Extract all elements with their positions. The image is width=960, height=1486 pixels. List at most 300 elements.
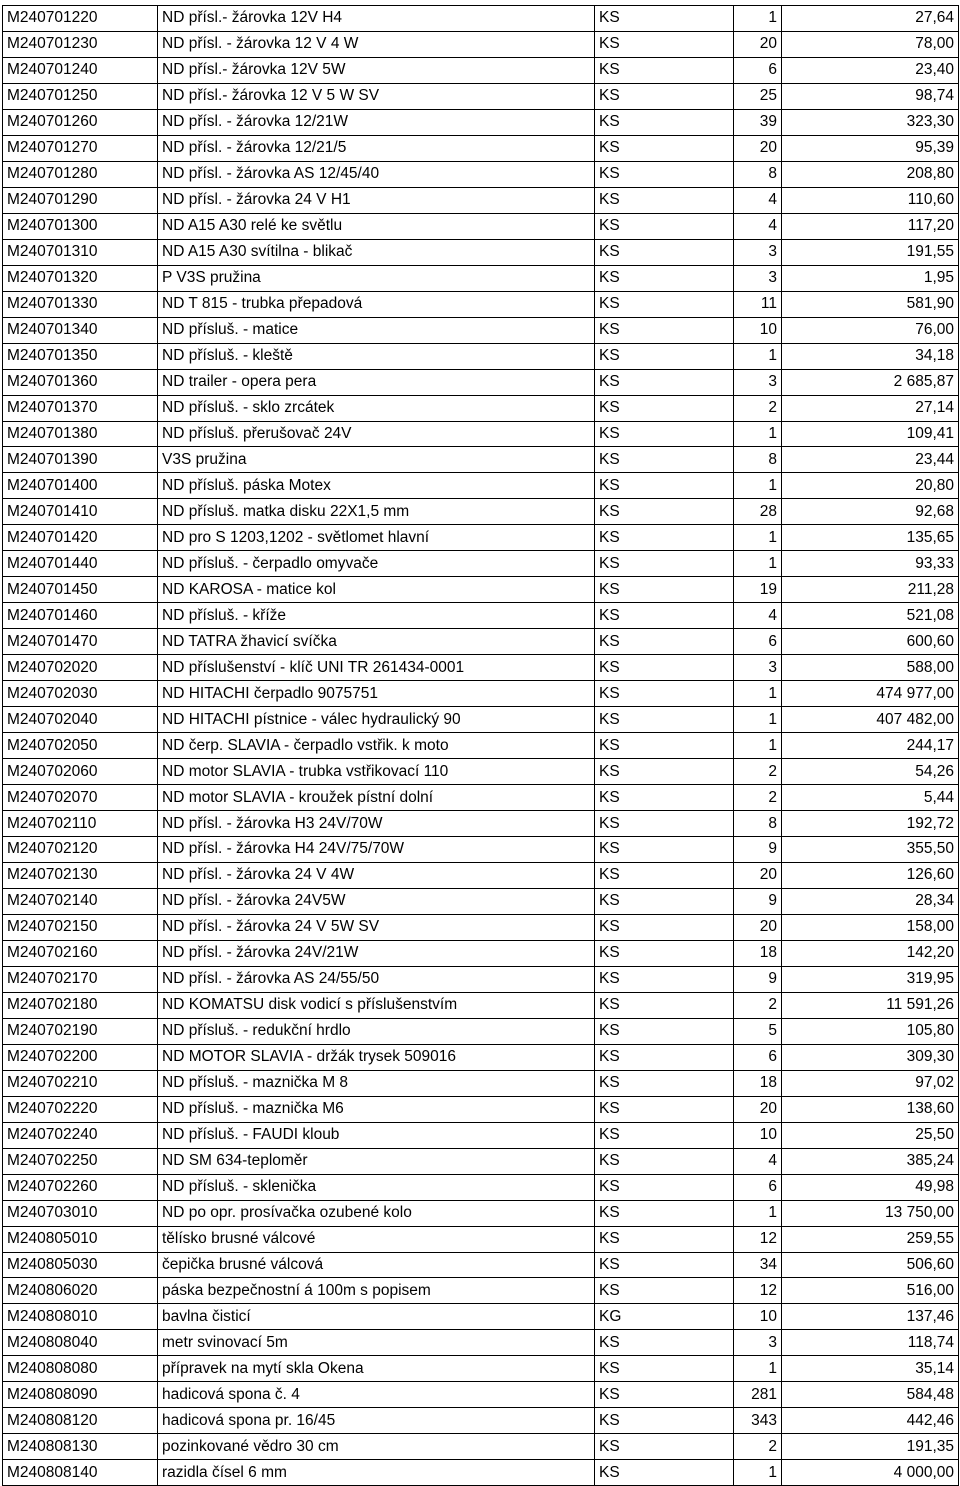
unit-cell: KS — [595, 733, 734, 759]
item-name-cell: ND přísl. - žárovka 24 V 4W — [158, 862, 595, 888]
item-name-cell: hadicová spona pr. 16/45 — [158, 1408, 595, 1434]
unit-cell: KS — [595, 447, 734, 473]
table-row — [3, 603, 959, 629]
item-name-cell: ND T 815 - trubka přepadová — [158, 291, 595, 317]
item-code-cell: M240702060 — [3, 759, 158, 785]
item-name-cell: čepička brusné válcová — [158, 1252, 595, 1278]
table-row — [3, 1252, 959, 1278]
item-code-cell: M240702020 — [3, 655, 158, 681]
item-code-cell: M240808130 — [3, 1434, 158, 1460]
table-row — [3, 395, 959, 421]
table-row — [3, 1070, 959, 1096]
unit-cell: KS — [595, 369, 734, 395]
item-name-cell: ND přísl.- žárovka 12V H4 — [158, 6, 595, 32]
unit-cell: KS — [595, 940, 734, 966]
price-cell: 98,74 — [782, 83, 959, 109]
unit-cell: KS — [595, 655, 734, 681]
item-code-cell: M240701440 — [3, 551, 158, 577]
table-row — [3, 1304, 959, 1330]
unit-cell: KS — [595, 1356, 734, 1382]
quantity-cell: 10 — [734, 317, 782, 343]
price-cell: 105,80 — [782, 1018, 959, 1044]
table-row — [3, 1382, 959, 1408]
item-code-cell: M240805030 — [3, 1252, 158, 1278]
table-row — [3, 83, 959, 109]
item-name-cell: ND TATRA žhavicí svíčka — [158, 629, 595, 655]
item-code-cell: M240701410 — [3, 499, 158, 525]
item-name-cell: ND přísluš. - FAUDI kloub — [158, 1122, 595, 1148]
item-code-cell: M240701250 — [3, 83, 158, 109]
item-code-cell: M240701330 — [3, 291, 158, 317]
table-row — [3, 1096, 959, 1122]
item-code-cell: M240701400 — [3, 473, 158, 499]
table-row — [3, 473, 959, 499]
unit-cell: KS — [595, 629, 734, 655]
price-cell: 158,00 — [782, 914, 959, 940]
item-name-cell: ND čerp. SLAVIA - čerpadlo vstřik. k moto — [158, 733, 595, 759]
item-code-cell: M240702030 — [3, 681, 158, 707]
unit-cell: KS — [595, 681, 734, 707]
item-name-cell: ND trailer - opera pera — [158, 369, 595, 395]
table-row — [3, 888, 959, 914]
quantity-cell: 3 — [734, 239, 782, 265]
price-cell: 135,65 — [782, 525, 959, 551]
price-cell: 516,00 — [782, 1278, 959, 1304]
price-cell: 109,41 — [782, 421, 959, 447]
quantity-cell: 6 — [734, 1174, 782, 1200]
price-cell: 28,34 — [782, 888, 959, 914]
table-row — [3, 291, 959, 317]
item-code-cell: M240702200 — [3, 1044, 158, 1070]
unit-cell: KS — [595, 811, 734, 837]
quantity-cell: 39 — [734, 109, 782, 135]
quantity-cell: 25 — [734, 83, 782, 109]
item-code-cell: M240808010 — [3, 1304, 158, 1330]
item-name-cell: ND přísluš. - sklenička — [158, 1174, 595, 1200]
item-code-cell: M240702070 — [3, 785, 158, 811]
quantity-cell: 4 — [734, 603, 782, 629]
table-row — [3, 655, 959, 681]
quantity-cell: 3 — [734, 655, 782, 681]
price-cell: 20,80 — [782, 473, 959, 499]
table-row — [3, 811, 959, 837]
unit-cell: KS — [595, 862, 734, 888]
item-name-cell: ND přísluš. - redukční hrdlo — [158, 1018, 595, 1044]
item-code-cell: M240805010 — [3, 1226, 158, 1252]
table-row — [3, 707, 959, 733]
table-row — [3, 239, 959, 265]
item-name-cell: V3S pružina — [158, 447, 595, 473]
quantity-cell: 1 — [734, 1200, 782, 1226]
item-code-cell: M240701360 — [3, 369, 158, 395]
price-cell: 93,33 — [782, 551, 959, 577]
item-name-cell: bavlna čisticí — [158, 1304, 595, 1330]
quantity-cell: 6 — [734, 1044, 782, 1070]
inventory-table-body — [3, 6, 959, 1486]
unit-cell: KS — [595, 1148, 734, 1174]
item-name-cell: ND přísl.- žárovka 12 V 5 W SV — [158, 83, 595, 109]
unit-cell: KS — [595, 992, 734, 1018]
item-name-cell: ND přísl. - žárovka H4 24V/75/70W — [158, 837, 595, 863]
item-name-cell: ND HITACHI pístnice - válec hydraulický 90 — [158, 707, 595, 733]
unit-cell: KS — [595, 1382, 734, 1408]
item-name-cell: ND přísluš. přerušovač 24V — [158, 421, 595, 447]
table-row — [3, 135, 959, 161]
quantity-cell: 1 — [734, 473, 782, 499]
quantity-cell: 1 — [734, 421, 782, 447]
quantity-cell: 8 — [734, 811, 782, 837]
price-cell: 191,55 — [782, 239, 959, 265]
item-code-cell: M240702250 — [3, 1148, 158, 1174]
quantity-cell: 8 — [734, 447, 782, 473]
unit-cell: KS — [595, 161, 734, 187]
unit-cell: KS — [595, 603, 734, 629]
table-row — [3, 1122, 959, 1148]
item-name-cell: ND KAROSA - matice kol — [158, 577, 595, 603]
price-cell: 76,00 — [782, 317, 959, 343]
table-row — [3, 1174, 959, 1200]
quantity-cell: 3 — [734, 369, 782, 395]
unit-cell: KS — [595, 57, 734, 83]
unit-cell: KS — [595, 888, 734, 914]
item-code-cell: M240701220 — [3, 6, 158, 32]
quantity-cell: 1 — [734, 551, 782, 577]
table-row — [3, 681, 959, 707]
price-cell: 355,50 — [782, 837, 959, 863]
item-code-cell: M240702170 — [3, 966, 158, 992]
unit-cell: KS — [595, 135, 734, 161]
unit-cell: KS — [595, 1252, 734, 1278]
item-code-cell: M240701240 — [3, 57, 158, 83]
quantity-cell: 343 — [734, 1408, 782, 1434]
table-row — [3, 1044, 959, 1070]
price-cell: 4 000,00 — [782, 1460, 959, 1486]
table-row — [3, 1278, 959, 1304]
quantity-cell: 9 — [734, 966, 782, 992]
unit-cell: KS — [595, 759, 734, 785]
item-name-cell: razidla čísel 6 mm — [158, 1460, 595, 1486]
unit-cell: KS — [595, 1408, 734, 1434]
table-row — [3, 317, 959, 343]
price-cell: 110,60 — [782, 187, 959, 213]
table-row — [3, 940, 959, 966]
price-cell: 118,74 — [782, 1330, 959, 1356]
price-cell: 407 482,00 — [782, 707, 959, 733]
item-code-cell: M240702210 — [3, 1070, 158, 1096]
quantity-cell: 5 — [734, 1018, 782, 1044]
item-code-cell: M240703010 — [3, 1200, 158, 1226]
table-row — [3, 525, 959, 551]
unit-cell: KS — [595, 395, 734, 421]
unit-cell: KS — [595, 343, 734, 369]
quantity-cell: 4 — [734, 1148, 782, 1174]
quantity-cell: 10 — [734, 1304, 782, 1330]
price-cell: 27,64 — [782, 6, 959, 32]
item-name-cell: ND přísl. - žárovka 12/21W — [158, 109, 595, 135]
quantity-cell: 6 — [734, 57, 782, 83]
item-code-cell: M240701390 — [3, 447, 158, 473]
item-name-cell: ND motor SLAVIA - trubka vstřikovací 110 — [158, 759, 595, 785]
item-name-cell: ND A15 A30 relé ke světlu — [158, 213, 595, 239]
table-row — [3, 1018, 959, 1044]
unit-cell: KS — [595, 473, 734, 499]
quantity-cell: 10 — [734, 1122, 782, 1148]
quantity-cell: 20 — [734, 31, 782, 57]
quantity-cell: 20 — [734, 914, 782, 940]
item-code-cell: M240702040 — [3, 707, 158, 733]
unit-cell: KS — [595, 1200, 734, 1226]
unit-cell: KS — [595, 551, 734, 577]
unit-cell: KS — [595, 525, 734, 551]
price-cell: 192,72 — [782, 811, 959, 837]
price-cell: 259,55 — [782, 1226, 959, 1252]
price-cell: 244,17 — [782, 733, 959, 759]
table-row — [3, 1434, 959, 1460]
quantity-cell: 6 — [734, 629, 782, 655]
price-cell: 137,46 — [782, 1304, 959, 1330]
quantity-cell: 9 — [734, 837, 782, 863]
item-name-cell: ND přísluš. - sklo zrcátek — [158, 395, 595, 421]
price-cell: 97,02 — [782, 1070, 959, 1096]
quantity-cell: 8 — [734, 161, 782, 187]
item-code-cell: M240702220 — [3, 1096, 158, 1122]
unit-cell: KS — [595, 1070, 734, 1096]
price-cell: 1,95 — [782, 265, 959, 291]
quantity-cell: 20 — [734, 862, 782, 888]
item-code-cell: M240701460 — [3, 603, 158, 629]
unit-cell: KS — [595, 1330, 734, 1356]
item-code-cell: M240701230 — [3, 31, 158, 57]
item-name-cell: ND A15 A30 svítilna - blikač — [158, 239, 595, 265]
table-row — [3, 6, 959, 32]
unit-cell: KS — [595, 317, 734, 343]
table-row — [3, 499, 959, 525]
price-cell: 442,46 — [782, 1408, 959, 1434]
unit-cell: KS — [595, 1018, 734, 1044]
unit-cell: KS — [595, 31, 734, 57]
unit-cell: KS — [595, 1460, 734, 1486]
unit-cell: KS — [595, 1278, 734, 1304]
item-name-cell: ND přísl. - žárovka 12 V 4 W — [158, 31, 595, 57]
price-cell: 117,20 — [782, 213, 959, 239]
item-name-cell: ND KOMATSU disk vodicí s příslušenstvím — [158, 992, 595, 1018]
price-cell: 138,60 — [782, 1096, 959, 1122]
table-row — [3, 31, 959, 57]
price-cell: 54,26 — [782, 759, 959, 785]
price-cell: 323,30 — [782, 109, 959, 135]
price-cell: 319,95 — [782, 966, 959, 992]
table-row — [3, 862, 959, 888]
item-code-cell: M240701380 — [3, 421, 158, 447]
quantity-cell: 1 — [734, 525, 782, 551]
item-name-cell: ND přísl. - žárovka 12/21/5 — [158, 135, 595, 161]
price-cell: 208,80 — [782, 161, 959, 187]
item-code-cell: M240702180 — [3, 992, 158, 1018]
quantity-cell: 34 — [734, 1252, 782, 1278]
item-name-cell: ND přísl.- žárovka 12V 5W — [158, 57, 595, 83]
item-code-cell: M240702120 — [3, 837, 158, 863]
item-code-cell: M240701470 — [3, 629, 158, 655]
table-row — [3, 1330, 959, 1356]
unit-cell: KS — [595, 239, 734, 265]
item-name-cell: ND HITACHI čerpadlo 9075751 — [158, 681, 595, 707]
unit-cell: KG — [595, 1304, 734, 1330]
price-cell: 309,30 — [782, 1044, 959, 1070]
table-row — [3, 369, 959, 395]
item-code-cell: M240808120 — [3, 1408, 158, 1434]
item-code-cell: M240702140 — [3, 888, 158, 914]
table-row — [3, 161, 959, 187]
table-row — [3, 733, 959, 759]
price-cell: 142,20 — [782, 940, 959, 966]
item-code-cell: M240806020 — [3, 1278, 158, 1304]
unit-cell: KS — [595, 837, 734, 863]
price-cell: 25,50 — [782, 1122, 959, 1148]
item-name-cell: ND přísluš. - kříže — [158, 603, 595, 629]
table-row — [3, 785, 959, 811]
quantity-cell: 2 — [734, 759, 782, 785]
unit-cell: KS — [595, 109, 734, 135]
price-cell: 588,00 — [782, 655, 959, 681]
price-cell: 35,14 — [782, 1356, 959, 1382]
item-name-cell: ND přísl. - žárovka AS 24/55/50 — [158, 966, 595, 992]
table-row — [3, 343, 959, 369]
quantity-cell: 281 — [734, 1382, 782, 1408]
price-cell: 34,18 — [782, 343, 959, 369]
unit-cell: KS — [595, 966, 734, 992]
unit-cell: KS — [595, 785, 734, 811]
table-row — [3, 992, 959, 1018]
price-cell: 584,48 — [782, 1382, 959, 1408]
item-code-cell: M240808090 — [3, 1382, 158, 1408]
item-name-cell: ND po opr. prosívačka ozubené kolo — [158, 1200, 595, 1226]
item-code-cell: M240701280 — [3, 161, 158, 187]
unit-cell: KS — [595, 6, 734, 32]
price-cell: 5,44 — [782, 785, 959, 811]
price-cell: 95,39 — [782, 135, 959, 161]
unit-cell: KS — [595, 1122, 734, 1148]
item-name-cell: hadicová spona č. 4 — [158, 1382, 595, 1408]
table-row — [3, 914, 959, 940]
quantity-cell: 1 — [734, 733, 782, 759]
price-cell: 23,40 — [782, 57, 959, 83]
unit-cell: KS — [595, 1434, 734, 1460]
item-code-cell: M240701340 — [3, 317, 158, 343]
price-cell: 126,60 — [782, 862, 959, 888]
item-name-cell: ND motor SLAVIA - kroužek pístní dolní — [158, 785, 595, 811]
unit-cell: KS — [595, 577, 734, 603]
unit-cell: KS — [595, 421, 734, 447]
item-code-cell: M240701370 — [3, 395, 158, 421]
quantity-cell: 11 — [734, 291, 782, 317]
item-code-cell: M240701350 — [3, 343, 158, 369]
unit-cell: KS — [595, 83, 734, 109]
item-name-cell: ND přísl. - žárovka 24V5W — [158, 888, 595, 914]
quantity-cell: 1 — [734, 681, 782, 707]
table-row — [3, 1356, 959, 1382]
price-cell: 191,35 — [782, 1434, 959, 1460]
table-row — [3, 577, 959, 603]
quantity-cell: 1 — [734, 6, 782, 32]
quantity-cell: 19 — [734, 577, 782, 603]
item-name-cell: ND přísl. - žárovka 24 V H1 — [158, 187, 595, 213]
table-row — [3, 265, 959, 291]
unit-cell: KS — [595, 707, 734, 733]
table-row — [3, 837, 959, 863]
table-row — [3, 57, 959, 83]
unit-cell: KS — [595, 1174, 734, 1200]
table-row — [3, 1408, 959, 1434]
item-code-cell: M240702260 — [3, 1174, 158, 1200]
unit-cell: KS — [595, 265, 734, 291]
quantity-cell: 2 — [734, 395, 782, 421]
quantity-cell: 3 — [734, 265, 782, 291]
unit-cell: KS — [595, 914, 734, 940]
table-row — [3, 109, 959, 135]
price-cell: 600,60 — [782, 629, 959, 655]
table-row — [3, 187, 959, 213]
price-cell: 11 591,26 — [782, 992, 959, 1018]
item-name-cell: ND přísl. - žárovka 24 V 5W SV — [158, 914, 595, 940]
unit-cell: KS — [595, 1096, 734, 1122]
item-name-cell: ND přísluš. - maznička M6 — [158, 1096, 595, 1122]
table-row — [3, 1226, 959, 1252]
table-row — [3, 551, 959, 577]
item-name-cell: páska bezpečnostní á 100m s popisem — [158, 1278, 595, 1304]
item-name-cell: tělísko brusné válcové — [158, 1226, 595, 1252]
table-row — [3, 421, 959, 447]
unit-cell: KS — [595, 187, 734, 213]
inventory-table — [2, 5, 959, 1486]
price-cell: 474 977,00 — [782, 681, 959, 707]
unit-cell: KS — [595, 291, 734, 317]
quantity-cell: 1 — [734, 1460, 782, 1486]
item-code-cell: M240701270 — [3, 135, 158, 161]
item-name-cell: metr svinovací 5m — [158, 1330, 595, 1356]
item-name-cell: pozinkované vědro 30 cm — [158, 1434, 595, 1460]
price-cell: 211,28 — [782, 577, 959, 603]
item-name-cell: ND přísluš. páska Motex — [158, 473, 595, 499]
quantity-cell: 20 — [734, 1096, 782, 1122]
item-code-cell: M240701290 — [3, 187, 158, 213]
item-code-cell: M240702110 — [3, 811, 158, 837]
quantity-cell: 12 — [734, 1226, 782, 1252]
quantity-cell: 3 — [734, 1330, 782, 1356]
unit-cell: KS — [595, 1226, 734, 1252]
table-row — [3, 1148, 959, 1174]
price-cell: 385,24 — [782, 1148, 959, 1174]
item-code-cell: M240701300 — [3, 213, 158, 239]
quantity-cell: 2 — [734, 785, 782, 811]
item-code-cell: M240808140 — [3, 1460, 158, 1486]
unit-cell: KS — [595, 213, 734, 239]
price-cell: 13 750,00 — [782, 1200, 959, 1226]
price-cell: 2 685,87 — [782, 369, 959, 395]
price-cell: 92,68 — [782, 499, 959, 525]
item-code-cell: M240702240 — [3, 1122, 158, 1148]
quantity-cell: 1 — [734, 707, 782, 733]
quantity-cell: 20 — [734, 135, 782, 161]
item-code-cell: M240808040 — [3, 1330, 158, 1356]
quantity-cell: 28 — [734, 499, 782, 525]
price-cell: 506,60 — [782, 1252, 959, 1278]
item-name-cell: ND MOTOR SLAVIA - držák trysek 509016 — [158, 1044, 595, 1070]
item-code-cell: M240702160 — [3, 940, 158, 966]
item-name-cell: přípravek na mytí skla Okena — [158, 1356, 595, 1382]
quantity-cell: 1 — [734, 1356, 782, 1382]
item-code-cell: M240702190 — [3, 1018, 158, 1044]
price-cell: 23,44 — [782, 447, 959, 473]
